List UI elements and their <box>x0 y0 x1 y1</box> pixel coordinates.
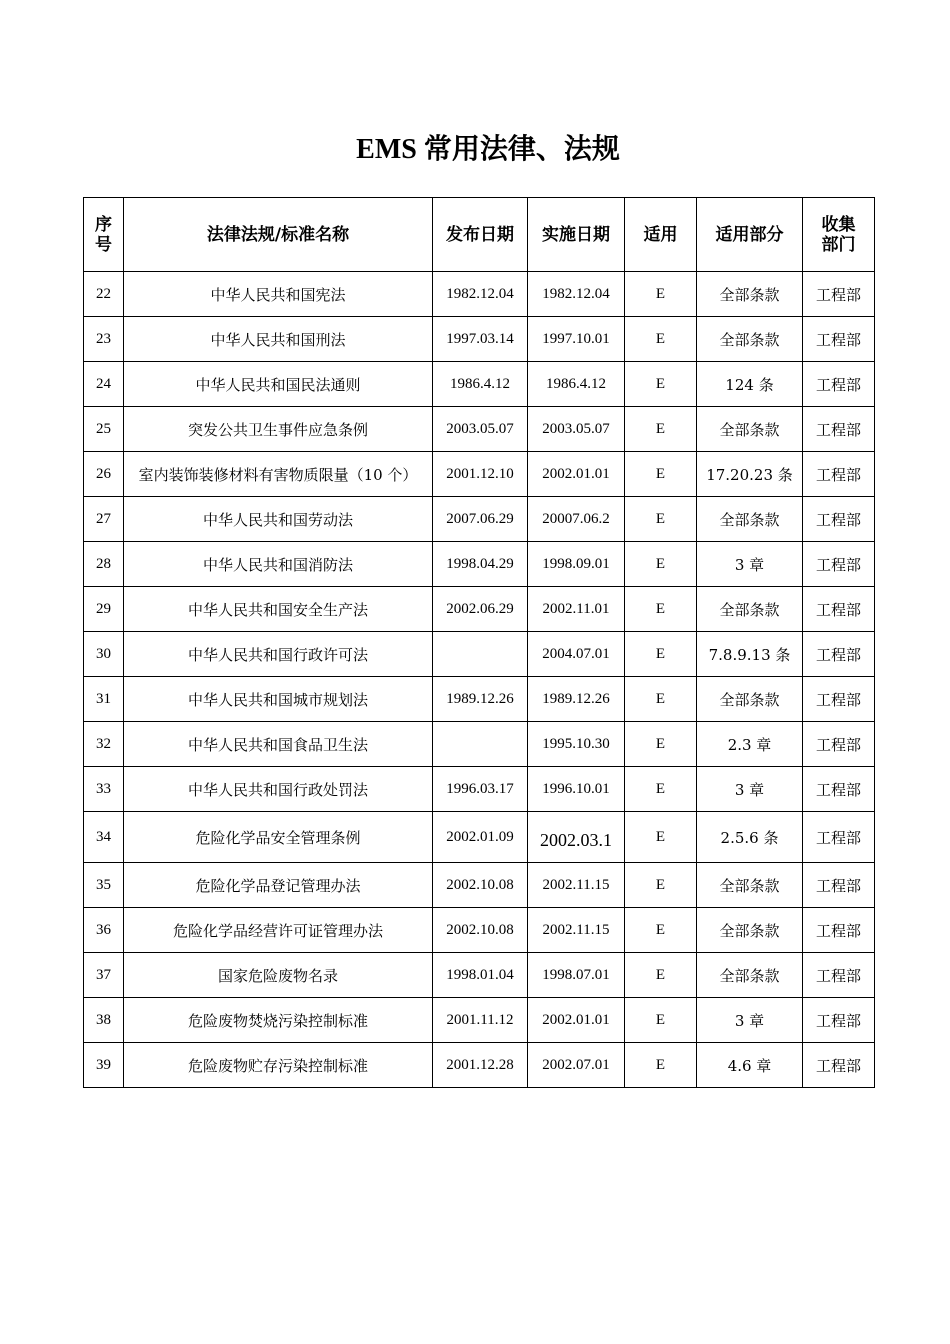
row-applicable: E <box>625 998 697 1043</box>
row-published: 2002.10.08 <box>433 908 528 953</box>
table-row <box>84 812 875 863</box>
row-seq: 28 <box>84 542 124 587</box>
row-applicable-part: 3 章 <box>697 542 803 587</box>
page-title: EMS 常用法律、法规 <box>356 134 620 165</box>
row-published: 2002.01.09 <box>433 812 528 863</box>
row-published: 2003.05.07 <box>433 407 528 452</box>
row-applicable-part: 全部条款 <box>697 677 803 722</box>
row-name: 中华人民共和国刑法 <box>124 317 433 362</box>
row-name: 室内装饰装修材料有害物质限量（10 个） <box>124 452 433 497</box>
row-dept: 工程部 <box>803 317 875 362</box>
row-applicable: E <box>625 362 697 407</box>
row-published: 2001.12.10 <box>433 452 528 497</box>
row-name: 中华人民共和国宪法 <box>124 272 433 317</box>
row-applicable-part: 7.8.9.13 条 <box>697 632 803 677</box>
row-effective: 1998.07.01 <box>528 953 625 998</box>
row-applicable-part: 全部条款 <box>697 587 803 632</box>
row-applicable-part: 全部条款 <box>697 317 803 362</box>
row-applicable: E <box>625 542 697 587</box>
header-name: 法律法规/标准名称 <box>124 198 433 272</box>
table-row <box>84 587 875 632</box>
row-effective: 1997.10.01 <box>528 317 625 362</box>
row-dept: 工程部 <box>803 362 875 407</box>
row-applicable-part: 全部条款 <box>697 497 803 542</box>
row-dept: 工程部 <box>803 452 875 497</box>
row-published: 1998.01.04 <box>433 953 528 998</box>
row-applicable-part: 3 章 <box>697 767 803 812</box>
table-row <box>84 362 875 407</box>
header-published: 发布日期 <box>433 198 528 272</box>
table-row <box>84 542 875 587</box>
row-applicable-part: 17.20.23 条 <box>697 452 803 497</box>
regulations-table <box>83 197 875 1088</box>
row-applicable-part: 3 章 <box>697 998 803 1043</box>
row-dept: 工程部 <box>803 542 875 587</box>
row-dept: 工程部 <box>803 272 875 317</box>
row-effective: 2004.07.01 <box>528 632 625 677</box>
row-seq: 33 <box>84 767 124 812</box>
row-applicable: E <box>625 677 697 722</box>
header-seq <box>84 198 124 272</box>
row-published <box>433 632 528 677</box>
table-row <box>84 497 875 542</box>
row-seq: 34 <box>84 812 124 863</box>
row-dept: 工程部 <box>803 812 875 863</box>
table-row <box>84 452 875 497</box>
row-applicable: E <box>625 587 697 632</box>
row-published: 2002.10.08 <box>433 863 528 908</box>
row-effective: 1982.12.04 <box>528 272 625 317</box>
table-row <box>84 722 875 767</box>
row-seq: 22 <box>84 272 124 317</box>
row-name: 中华人民共和国行政处罚法 <box>124 767 433 812</box>
table-row <box>84 317 875 362</box>
row-applicable: E <box>625 407 697 452</box>
row-published <box>433 722 528 767</box>
row-dept: 工程部 <box>803 953 875 998</box>
table-row <box>84 677 875 722</box>
header-dept-line1: 收集 <box>821 214 856 235</box>
row-seq: 32 <box>84 722 124 767</box>
row-applicable-part: 全部条款 <box>697 953 803 998</box>
row-applicable-part: 124 条 <box>697 362 803 407</box>
row-applicable: E <box>625 908 697 953</box>
row-dept: 工程部 <box>803 632 875 677</box>
row-dept: 工程部 <box>803 407 875 452</box>
row-applicable: E <box>625 953 697 998</box>
row-seq: 38 <box>84 998 124 1043</box>
row-applicable-part: 2.5.6 条 <box>697 812 803 863</box>
header-effective: 实施日期 <box>528 198 625 272</box>
row-seq: 36 <box>84 908 124 953</box>
row-effective: 1995.10.30 <box>528 722 625 767</box>
row-effective: 2002.11.15 <box>528 863 625 908</box>
row-name: 危险化学品经营许可证管理办法 <box>124 908 433 953</box>
row-published: 2001.11.12 <box>433 998 528 1043</box>
table-row <box>84 998 875 1043</box>
row-seq: 25 <box>84 407 124 452</box>
row-dept: 工程部 <box>803 863 875 908</box>
row-name: 突发公共卫生事件应急条例 <box>124 407 433 452</box>
row-dept: 工程部 <box>803 722 875 767</box>
table-body <box>84 272 875 1088</box>
table-row <box>84 863 875 908</box>
row-dept: 工程部 <box>803 587 875 632</box>
row-name: 中华人民共和国安全生产法 <box>124 587 433 632</box>
row-published: 2001.12.28 <box>433 1043 528 1088</box>
row-effective: 2002.01.01 <box>528 998 625 1043</box>
row-seq: 27 <box>84 497 124 542</box>
row-seq: 35 <box>84 863 124 908</box>
row-name: 危险化学品登记管理办法 <box>124 863 433 908</box>
row-name: 危险废物贮存污染控制标准 <box>124 1043 433 1088</box>
row-dept: 工程部 <box>803 767 875 812</box>
row-effective: 1996.10.01 <box>528 767 625 812</box>
table-row <box>84 407 875 452</box>
row-name: 中华人民共和国行政许可法 <box>124 632 433 677</box>
row-applicable-part: 全部条款 <box>697 407 803 452</box>
row-effective: 2003.05.07 <box>528 407 625 452</box>
row-name: 中华人民共和国消防法 <box>124 542 433 587</box>
row-published: 1998.04.29 <box>433 542 528 587</box>
table-row <box>84 632 875 677</box>
row-applicable-part: 2.3 章 <box>697 722 803 767</box>
table-row <box>84 272 875 317</box>
row-applicable: E <box>625 1043 697 1088</box>
row-effective: 2002.01.01 <box>528 452 625 497</box>
row-seq: 24 <box>84 362 124 407</box>
row-seq: 23 <box>84 317 124 362</box>
row-name: 中华人民共和国城市规划法 <box>124 677 433 722</box>
row-applicable: E <box>625 812 697 863</box>
row-applicable: E <box>625 863 697 908</box>
row-seq: 39 <box>84 1043 124 1088</box>
header-dept-line2: 部门 <box>821 234 856 255</box>
row-effective: 20007.06.2 <box>528 497 625 542</box>
row-published: 1997.03.14 <box>433 317 528 362</box>
row-dept: 工程部 <box>803 1043 875 1088</box>
table-row <box>84 908 875 953</box>
row-published: 1982.12.04 <box>433 272 528 317</box>
row-seq: 37 <box>84 953 124 998</box>
row-dept: 工程部 <box>803 497 875 542</box>
row-applicable: E <box>625 317 697 362</box>
row-effective: 2002.03.1 <box>528 812 625 863</box>
row-name: 危险化学品安全管理条例 <box>124 812 433 863</box>
row-published: 2007.06.29 <box>433 497 528 542</box>
table-row <box>84 1043 875 1088</box>
row-applicable: E <box>625 497 697 542</box>
row-effective: 1998.09.01 <box>528 542 625 587</box>
row-published: 1989.12.26 <box>433 677 528 722</box>
row-seq: 26 <box>84 452 124 497</box>
row-applicable: E <box>625 272 697 317</box>
row-dept: 工程部 <box>803 677 875 722</box>
header-seq-line1: 序 <box>95 214 112 235</box>
row-published: 2002.06.29 <box>433 587 528 632</box>
header-dept <box>803 198 875 272</box>
row-applicable-part: 全部条款 <box>697 272 803 317</box>
row-applicable: E <box>625 632 697 677</box>
row-seq: 30 <box>84 632 124 677</box>
table-row <box>84 767 875 812</box>
row-name: 危险废物焚烧污染控制标准 <box>124 998 433 1043</box>
row-name: 中华人民共和国劳动法 <box>124 497 433 542</box>
row-seq: 29 <box>84 587 124 632</box>
row-effective: 2002.07.01 <box>528 1043 625 1088</box>
row-published: 1996.03.17 <box>433 767 528 812</box>
row-effective: 2002.11.01 <box>528 587 625 632</box>
row-applicable-part: 全部条款 <box>697 863 803 908</box>
row-dept: 工程部 <box>803 908 875 953</box>
row-published: 1986.4.12 <box>433 362 528 407</box>
row-applicable: E <box>625 722 697 767</box>
header-seq-line2: 号 <box>95 234 112 255</box>
table-row <box>84 953 875 998</box>
row-name: 国家危险废物名录 <box>124 953 433 998</box>
row-applicable: E <box>625 452 697 497</box>
row-effective: 2002.11.15 <box>528 908 625 953</box>
row-effective: 1989.12.26 <box>528 677 625 722</box>
header-applicable: 适用 <box>625 198 697 272</box>
row-effective: 1986.4.12 <box>528 362 625 407</box>
header-row <box>84 198 875 272</box>
row-seq: 31 <box>84 677 124 722</box>
row-applicable-part: 全部条款 <box>697 908 803 953</box>
header-applicable-part: 适用部分 <box>697 198 803 272</box>
row-applicable: E <box>625 767 697 812</box>
row-applicable-part: 4.6 章 <box>697 1043 803 1088</box>
row-dept: 工程部 <box>803 998 875 1043</box>
row-name: 中华人民共和国民法通则 <box>124 362 433 407</box>
row-name: 中华人民共和国食品卫生法 <box>124 722 433 767</box>
